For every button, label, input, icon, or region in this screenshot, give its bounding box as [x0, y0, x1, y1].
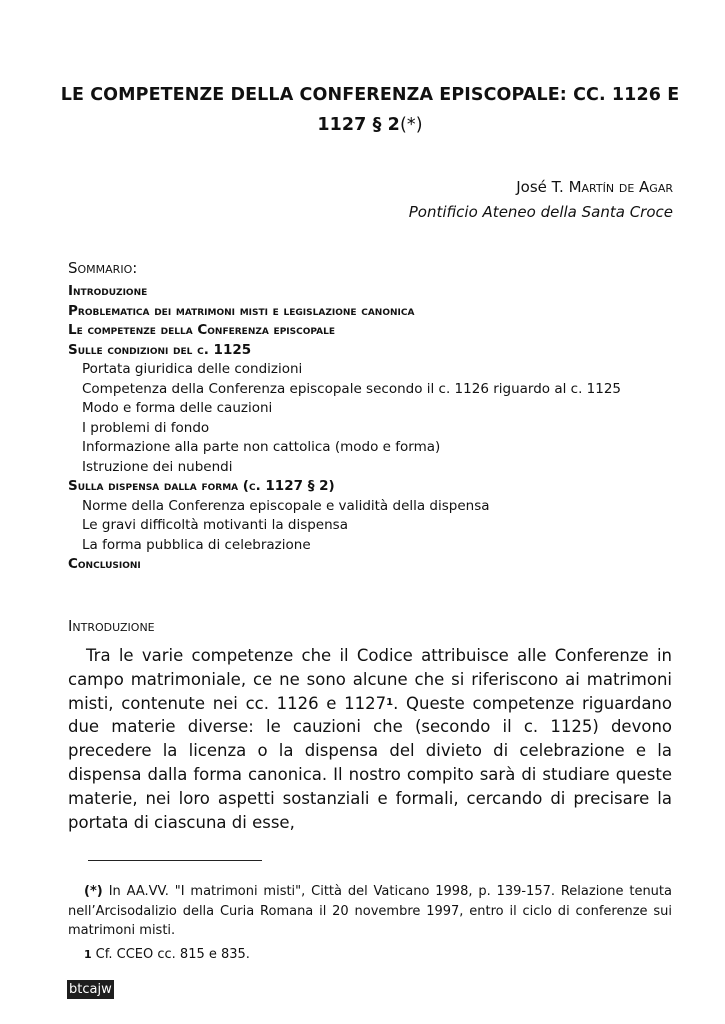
toc-subentry-norme[interactable]: Norme della Conferenza episcopale e validità della dispensa — [82, 497, 490, 514]
footnote-star-text: In AA.VV. "I matrimoni misti", Città del Vaticano 1998, p. 139-157. Relazione tenuta nell’Arcisodalizio della Curia Romana il 20 novembre 1997, entro il ciclo di conferenze sui matrimoni misti. — [68, 884, 672, 938]
document-title — [60, 80, 680, 140]
author-surname: Martín de Agar — [568, 178, 673, 196]
footnote-star — [68, 882, 672, 941]
title-footnote-mark[interactable]: (*) — [399, 115, 423, 135]
toc-entry-problematica[interactable]: Problematica dei matrimoni misti e legislazione canonica — [68, 302, 415, 319]
toc-subentry-portata[interactable]: Portata giuridica delle condizioni — [82, 361, 303, 377]
toc-entry-conclusioni[interactable]: Conclusioni — [68, 556, 141, 572]
toc-subentry-difficolta[interactable]: Le gravi difficoltà motivanti la dispensa — [82, 517, 348, 533]
toc-entry-condizioni[interactable]: Sulle condizioni del c. 1125 — [68, 341, 252, 358]
footnote-1-text: Cf. CCEO cc. 815 e 835. — [95, 947, 250, 962]
toc-subentry-informazione[interactable]: Informazione alla parte non cattolica (modo e forma) — [82, 439, 441, 455]
author-block — [409, 175, 673, 225]
page-stamp: btcajw — [69, 982, 112, 997]
title-line-2 — [60, 110, 680, 140]
toc-entry-dispensa[interactable]: Sulla dispensa dalla forma (c. 1127 § 2) — [68, 478, 335, 494]
toc-entry-competenze[interactable]: Le competenze della Conferenza episcopale — [68, 322, 335, 338]
section-heading: Introduzione — [68, 617, 155, 635]
title-line-1: LE COMPETENZE DELLA CONFERENZA EPISCOPALE: CC. 1126 E — [60, 85, 680, 105]
toc-entry-introduzione[interactable]: Introduzione — [68, 283, 148, 299]
footnote-star-mark: (*) — [84, 884, 103, 899]
body-paragraph — [68, 644, 672, 834]
toc-heading: Sommario: — [68, 259, 138, 277]
author-institution: Pontificio Ateneo della Santa Croce — [408, 203, 673, 221]
toc-subentry-forma-pubblica[interactable]: La forma pubblica di celebrazione — [82, 536, 311, 553]
toc-subentry-istruzione[interactable]: Istruzione dei nubendi — [82, 458, 233, 475]
toc-subentry-modo-forma[interactable]: Modo e forma delle cauzioni — [82, 400, 273, 416]
footnote-reference[interactable]: 1 — [386, 696, 394, 708]
author-given-name: José T. — [516, 178, 569, 196]
footnote-separator — [88, 860, 262, 861]
toc-subentry-competenza[interactable]: Competenza della Conferenza episcopale secondo il c. 1126 riguardo al c. 1125 — [82, 380, 622, 397]
toc-subentry-problemi[interactable]: I problemi di fondo — [82, 419, 210, 436]
paragraph-text-part-2: . Queste competenze riguardano due materie diverse: le cauzioni che (secondo il c. 1125) devono precedere la licenza o la dispensa del divieto di celebrazione e la dispensa dalla forma canonica. Il nostro compito sarà di studiare queste materie, nei loro aspetti sostanziali e formali, cercando di precisare la portata di ciascuna di esse, — [68, 693, 672, 832]
footnote-1-mark: 1 — [84, 948, 92, 961]
footnote-1 — [84, 945, 250, 964]
paragraph-text-part-1: Tra le varie competenze che il Codice attribuisce alle Conferenze in campo matrimoniale, ce ne sono alcune che si riferiscono ai matrimoni misti, contenute nei cc. 1126 e 1127 — [68, 646, 672, 713]
table-of-contents — [68, 257, 688, 575]
title-line-2-text: 1127 § 2 — [317, 115, 400, 135]
author-name — [409, 175, 673, 200]
